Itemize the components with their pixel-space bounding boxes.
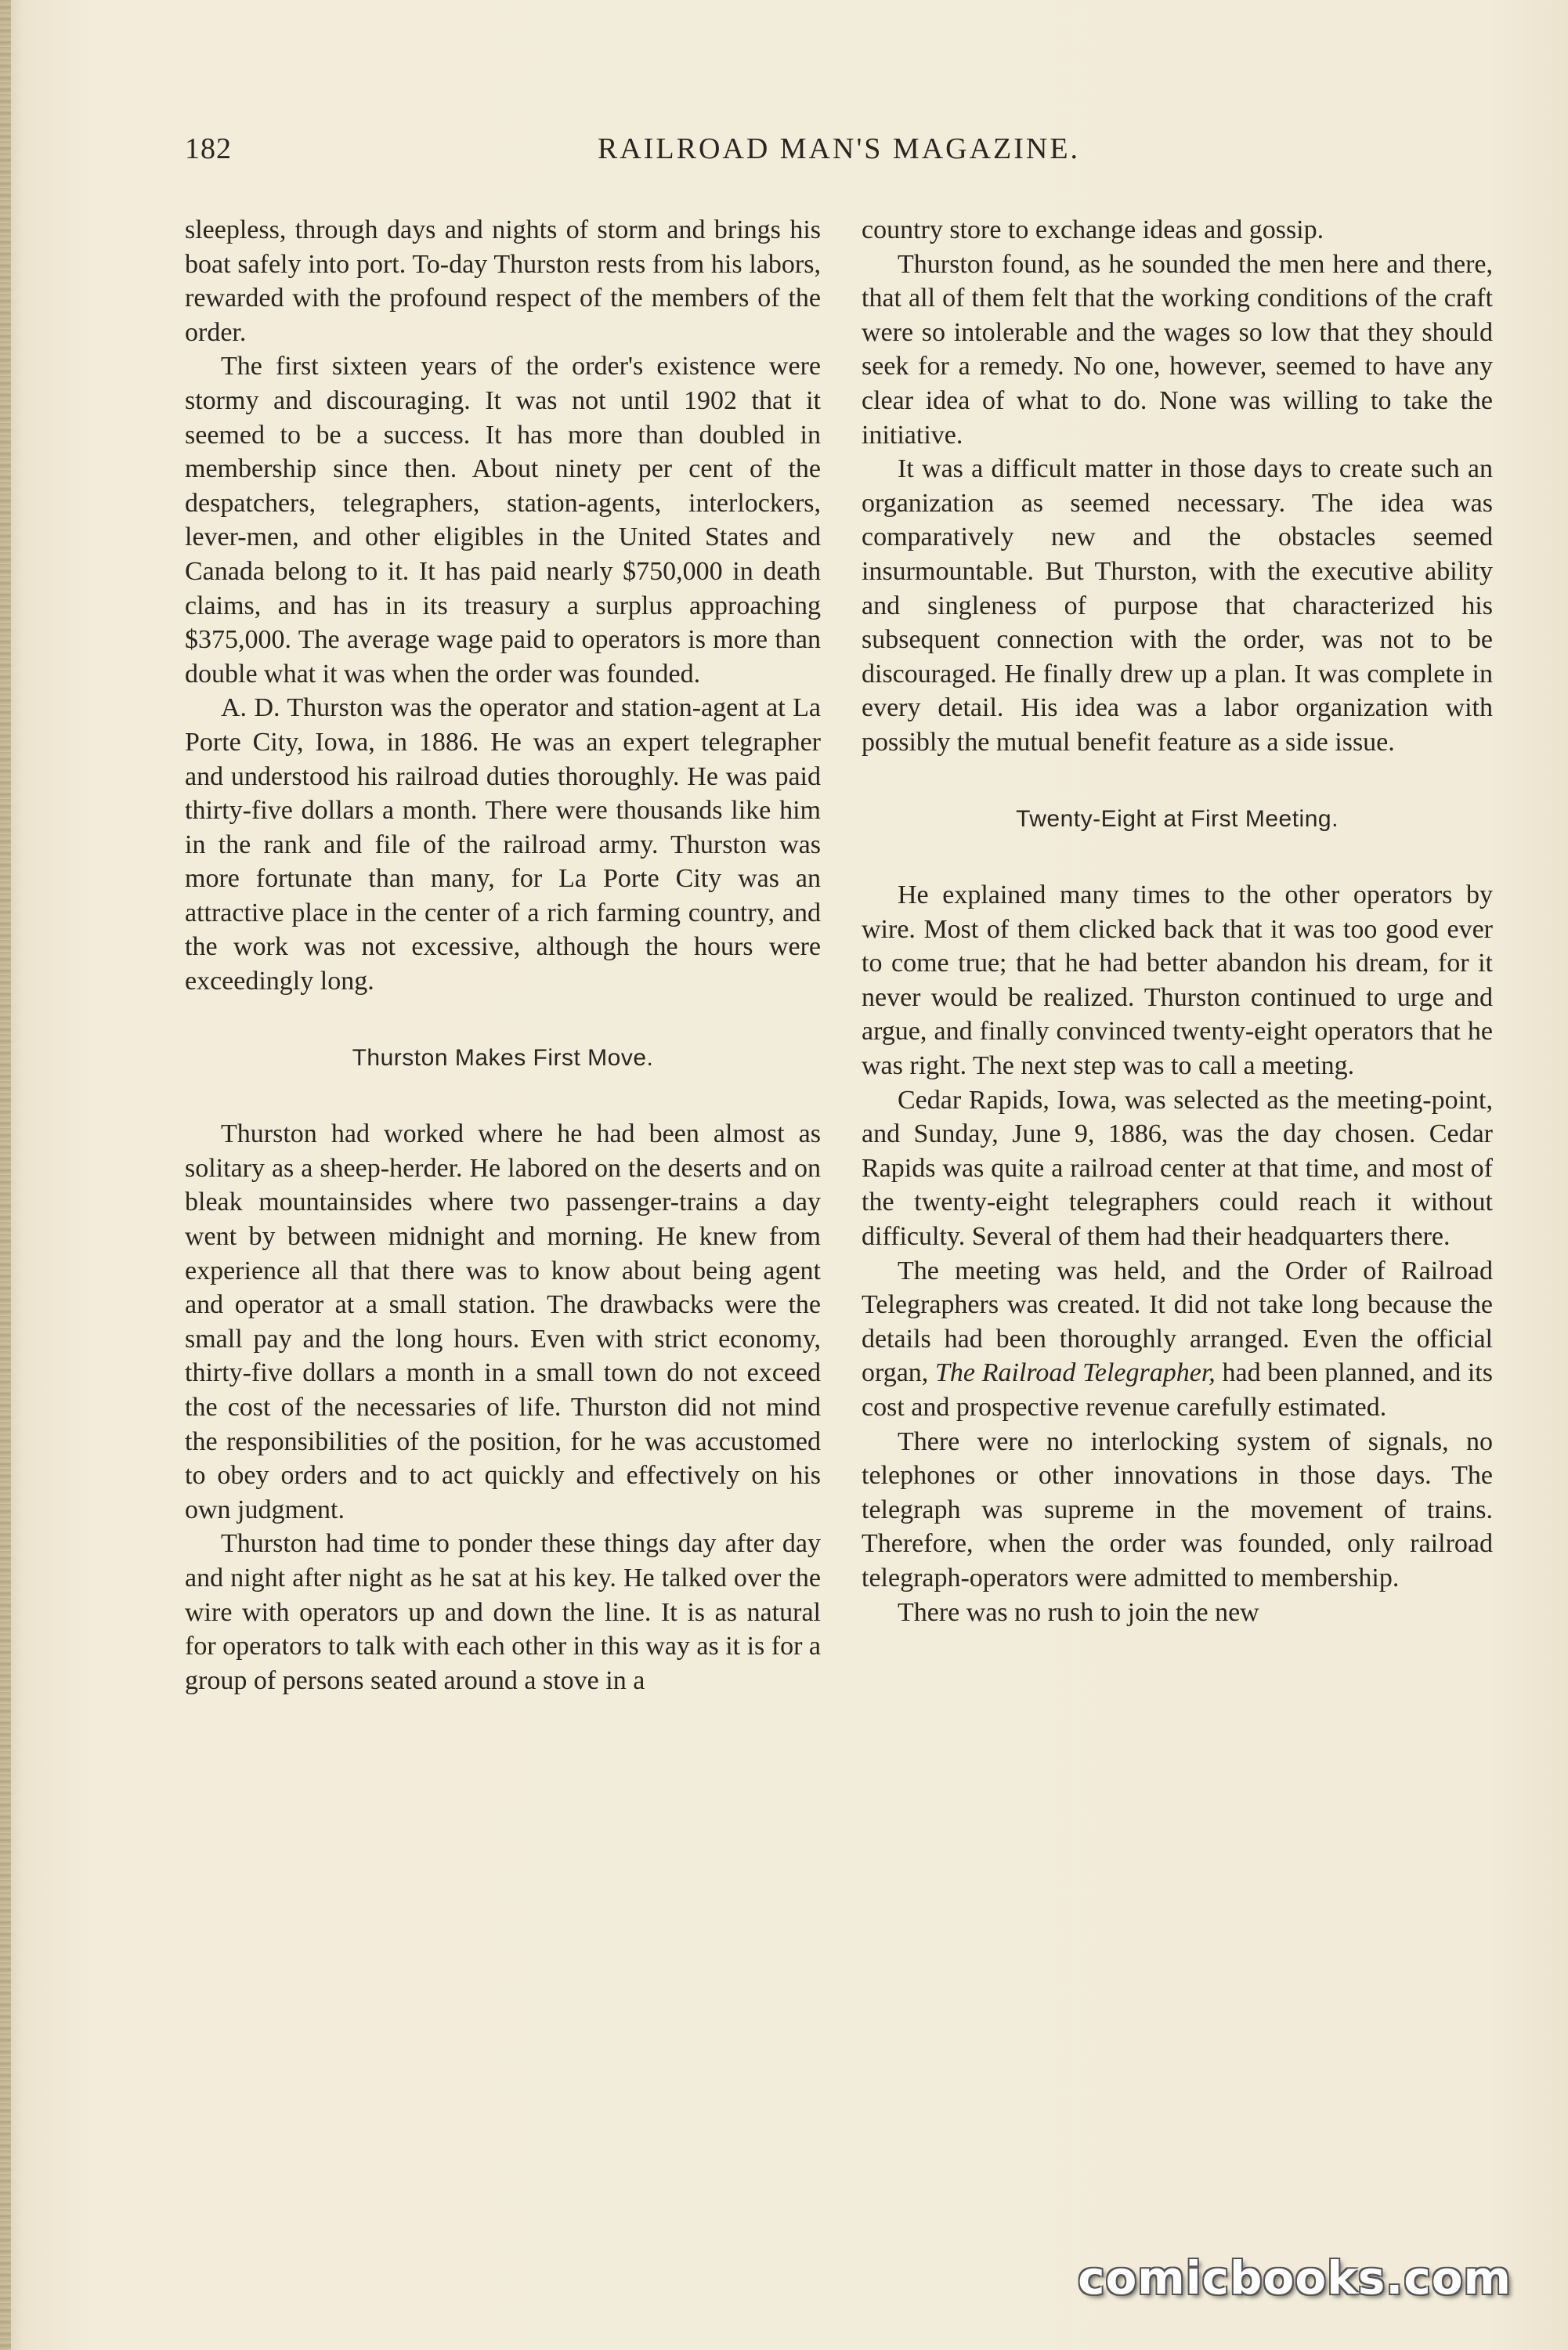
paragraph: He explained many times to the other operators by wire. Most of them clicked back that it was too good ever to come true; that he had better abandon his dream, for it never would be realized. Thurston continued to urge and argue, and finally convinced twenty-eight operators that he was right. The next step was to call a meeting. (862, 880, 1493, 1081)
paragraph: Thurston found, as he sounded the men here and there, that all of them felt that the working conditions of the craft were so intolerable and the wages so low that they should seek for a remedy. No one, however, seemed to have any clear idea of what to do. None was willing to take the initiative. (862, 249, 1493, 450)
publication-title: The Railroad Telegrapher, (935, 1358, 1216, 1388)
paragraph-text: had been planned, and its cost and prospective revenue carefully estimated. (862, 1358, 1493, 1422)
paragraph: A. D. Thurston was the operator and station-agent at La Porte City, Iowa, in 1886. He was an expert telegrapher and understood his railroad duties thoroughly. He was paid thirty-five dollars a month. There were thousands like him in the rank and file of the railroad army. Thurston was more fortunate than many, for La Porte City was an attractive place in the center of a rich farming country, and the work was not excessive, although the hours were exceedingly long. (185, 693, 821, 996)
paragraph-text: The meeting was held, and the Order of Railroad Telegraphers was created. It did not take long because the details had been thoroughly arranged. Even the official organ, (862, 1256, 1493, 1388)
paragraph: Thurston had time to ponder these things day after day and night after night as he sat at his key. He talked over the wire with operators up and down the line. It is as natural for operators to talk with each other in this way as it is for a group of persons seated around a stove in a (185, 1529, 821, 1695)
paragraph (862, 1254, 1493, 1425)
paragraph: country store to exchange ideas and gossip. (862, 215, 1324, 244)
paragraph: There were no interlocking system of signals, no telephones or other innovations in those days. The telegraph was supreme in the movement of trains. Therefore, when the order was founded, only railroad telegraph-operators were admitted to membership. (862, 1426, 1493, 1593)
paragraph: sleepless, through days and nights of storm and brings his boat safely into port. To-day Thurston rests from his labors, rewarded with the profound respect of the members of the order. (185, 215, 821, 347)
page-binding-edge (0, 0, 11, 2350)
right-column (862, 213, 1493, 1629)
magazine-title: RAILROAD MAN'S MAGAZINE. (597, 132, 1081, 165)
source-watermark: comicbooks.com (1078, 2251, 1512, 2305)
section-heading: Twenty-Eight at First Meeting. (1016, 805, 1339, 832)
page-header (185, 132, 1493, 186)
paragraph: Cedar Rapids, Iowa, was selected as the meeting-point, and Sunday, June 9, 1886, was the day chosen. Cedar Rapids was quite a railroad center at that time, and most of the twenty-eight telegraphers could reach it without difficulty. Several of them had their headquarters there. (862, 1085, 1493, 1252)
page-number: 182 (185, 132, 232, 165)
paragraph: There was no rush to join the new (898, 1597, 1259, 1627)
paragraph: It was a difficult matter in those days to create such an organization as seemed necessary. The idea was comparatively new and the obstacles seemed insurmountable. But Thurston, with the executive ability and singleness of purpose that characterized his subsequent connection with the order, was not to be discouraged. He finally drew up a plan. It was complete in every detail. His idea was a labor organization with possibly the mutual benefit feature as a side issue. (862, 454, 1493, 757)
section-heading: Thurston Makes First Move. (352, 1044, 654, 1071)
left-column (185, 213, 821, 1697)
paragraph: Thurston had worked where he had been almost as solitary as a sheep-herder. He labored on the deserts and on bleak mountainsides where two passenger-trains a day went by between midnight and morning. He knew from experience all that there was to know about being agent and operator at a small station. The drawbacks were the small pay and the long hours. Even with strict economy, thirty-five dollars a month in a small town do not exceed the cost of the necessaries of life. Thurston did not mind the responsibilities of the position, for he was accustomed to obey orders and to act quickly and effectively on his own judgment. (185, 1119, 821, 1524)
paragraph: The first sixteen years of the order's existence were stormy and discouraging. It was not until 1902 that it seemed to be a success. It has more than doubled in membership since then. About ninety per cent of the despatchers, telegraphers, station-agents, interlockers, lever-men, and other eligibles in the United States and Canada belong to it. It has paid nearly $750,000 in death claims, and has in its treasury a surplus approaching $375,000. The average wage paid to operators is more than double what it was when the order was founded. (185, 352, 821, 689)
